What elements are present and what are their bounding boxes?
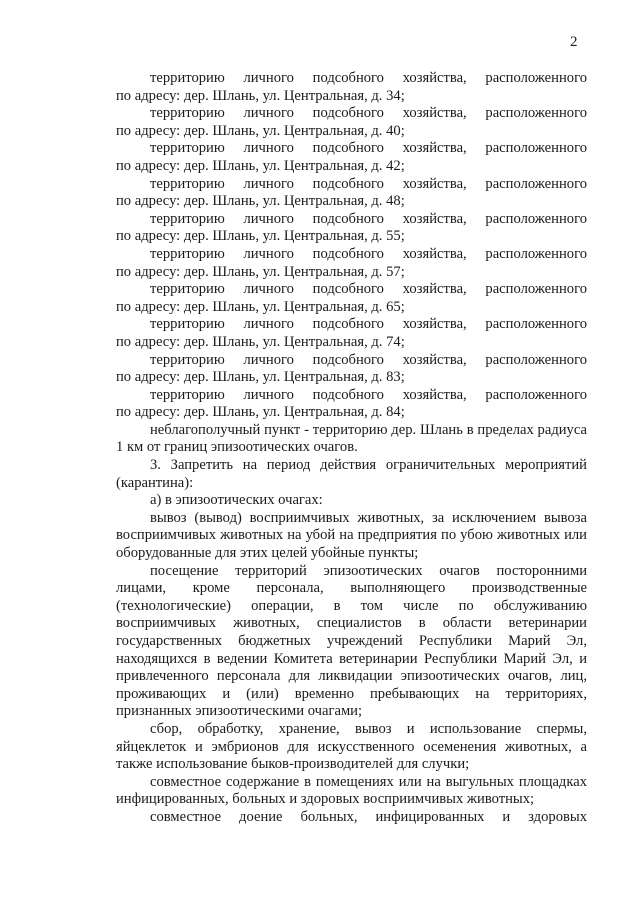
- address-item-line: по адресу: дер. Шлань, ул. Центральная, д. 83;: [116, 369, 405, 386]
- document-body: [116, 70, 587, 827]
- prohibition-paragraph: совместное содержание в помещениях или на выгульных площадках инфицированных, больных и здоровых восприимчивых животных;: [116, 773, 587, 808]
- address-item-prefix: территорию личного подсобного хозяйства, расположенного: [150, 70, 587, 86]
- prohibition-paragraph: вывоз (вывод) восприимчивых животных, за исключением вывоза восприимчивых животных на убой на предприятия по убою животных или оборудованные для этих целей убойные пункты;: [116, 509, 587, 562]
- prohibition-paragraph: сбор, обработку, хранение, вывоз и использование спермы, яйцеклеток и эмбрионов для искусственного осеменения животных, а также использование быков-производителей для случки;: [116, 720, 587, 773]
- address-item-line: по адресу: дер. Шлань, ул. Центральная, д. 55;: [116, 228, 405, 245]
- address-item-line: по адресу: дер. Шлань, ул. Центральная, д. 40;: [116, 122, 405, 139]
- address-item-line: по адресу: дер. Шлань, ул. Центральная, д. 34;: [116, 87, 405, 104]
- address-item-prefix: территорию личного подсобного хозяйства, расположенного: [150, 245, 587, 262]
- page-number: 2: [570, 34, 578, 50]
- outbreak-area-paragraph: неблагополучный пункт - территорию дер. Шлань в пределах радиуса 1 км от границ эпизоотических очагов.: [116, 421, 587, 456]
- address-item-line: по адресу: дер. Шлань, ул. Центральная, д. 57;: [116, 263, 405, 280]
- section-heading: 3. Запретить на период действия ограничительных мероприятий (карантина):: [116, 457, 587, 491]
- address-item-line: по адресу: дер. Шлань, ул. Центральная, д. 48;: [116, 193, 405, 210]
- address-item-line: по адресу: дер. Шлань, ул. Центральная, д. 65;: [116, 298, 405, 315]
- subsection-heading: а) в эпизоотических очагах:: [150, 492, 323, 509]
- address-item-line: по адресу: дер. Шлань, ул. Центральная, д. 42;: [116, 157, 405, 174]
- address-item-prefix: территорию личного подсобного хозяйства, расположенного: [150, 140, 587, 157]
- prohibition-paragraph: совместное доение больных, инфицированных и здоровых: [150, 808, 587, 825]
- prohibition-paragraph: посещение территорий эпизоотических очагов посторонними лицами, кроме персонала, выполняющего производственные (технологические) операции, в том числе по обслуживанию восприимчивых животных, специалистов в области ветеринарии государственных бюджетных учреждений Республики Марий Эл, находящихся в ведении Комитета ветеринарии Республики Марий Эл, и привлеченного персонала для ликвидации эпизоотических очагов, лиц, проживающих и (или) временно пребывающих на территориях, признанных эпизоотическими очагами;: [116, 562, 587, 720]
- address-item-prefix: территорию личного подсобного хозяйства, расположенного: [150, 281, 587, 298]
- address-item-prefix: территорию личного подсобного хозяйства, расположенного: [150, 210, 587, 227]
- address-item-prefix: территорию личного подсобного хозяйства, расположенного: [150, 105, 587, 122]
- address-item-prefix: территорию личного подсобного хозяйства, расположенного: [150, 175, 587, 192]
- address-item-prefix: территорию личного подсобного хозяйства, расположенного: [150, 316, 587, 333]
- address-item-prefix: территорию личного подсобного хозяйства, расположенного: [150, 351, 587, 368]
- address-item-line: по адресу: дер. Шлань, ул. Центральная, д. 84;: [116, 404, 405, 421]
- address-item-line: по адресу: дер. Шлань, ул. Центральная, д. 74;: [116, 333, 405, 350]
- address-item-prefix: территорию личного подсобного хозяйства, расположенного: [150, 386, 587, 403]
